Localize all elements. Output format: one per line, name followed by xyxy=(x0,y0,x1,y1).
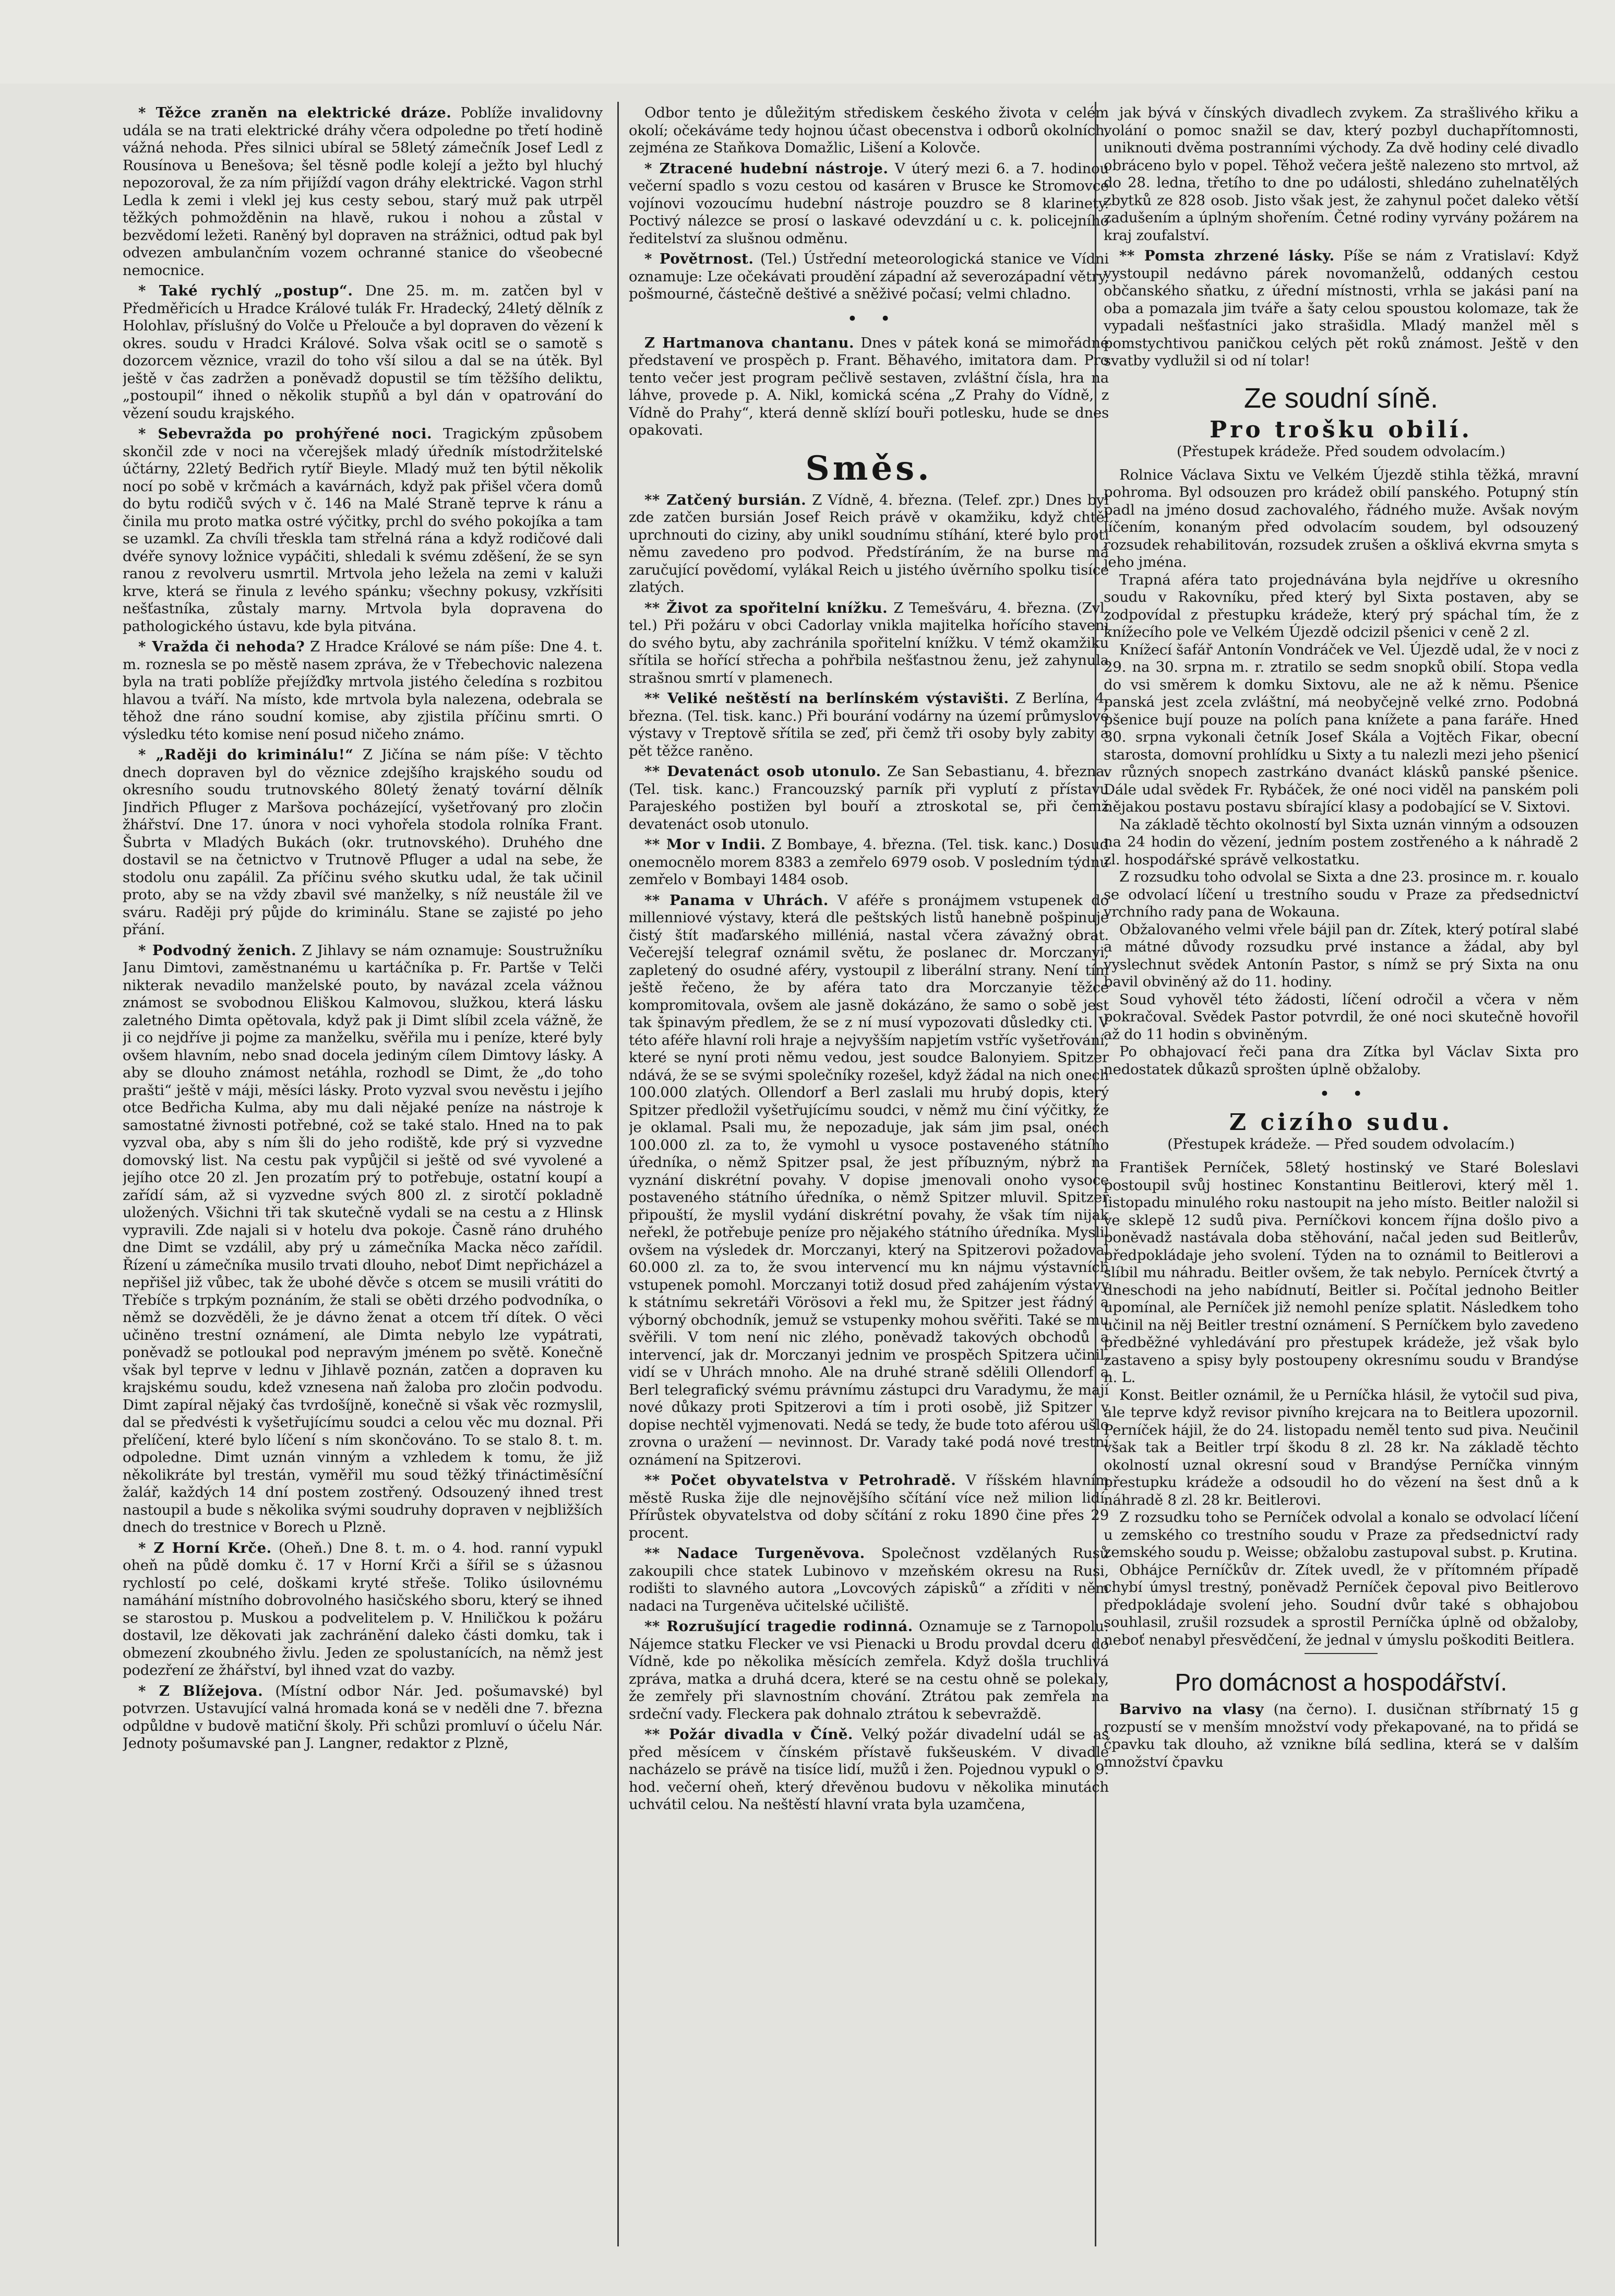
article xyxy=(629,1545,1109,1615)
column-3 xyxy=(1104,104,1578,2249)
article-headline: * Sebevražda po prohýřené noci. xyxy=(138,425,433,442)
section-heading-household: Pro domácnost a hospodářství. xyxy=(1175,1669,1508,1696)
article xyxy=(629,600,1109,687)
article-body: Odbor tento je důležitým střediskem českého života v celém okolí; očekáváme tedy hojnou účast obecenstva i odborů okolních, zejména ze Staňkova Domažlic, Lišení a Kolovče. xyxy=(629,104,1109,156)
article-body: Dne 25. m. m. zatčen byl v Předměřicích u Hradce Králové tulák Fr. Hradecký, 24letý dělník z Holohlav, příslušný do Volče u Přelouče a byl dopraven do vězení k okres. soudu v Hradci Králové. Solva však ocitl se o samotě s dozorcem věznice, vrazil do toho vší silou a dal se na útěk. Byl ještě v čas zadržen a poněvadž dopustil se tím těžšího deliktu, „postoupil“ ihned o několik stupňů a byl dán v opatrování do vězení soudu krajského. xyxy=(123,282,603,422)
article-headline: ** Život za spořitelní knížku. xyxy=(644,599,888,616)
article xyxy=(629,104,1109,157)
article xyxy=(629,1472,1109,1542)
article-headline: * Těžce zraněn na elektrické dráze. xyxy=(138,104,452,121)
paragraph: Z rozsudku toho se Perníček odvolal a konalo se odvolací líčení u zemského co trestního soudu v Praze za předsednictví rady zemského soudu p. Weisse; obžalobu zastupoval subst. p. Krutina. xyxy=(1104,1509,1578,1561)
page-top-margin xyxy=(0,0,1615,84)
article-headline: ** Zatčený bursián. xyxy=(644,491,807,508)
article-subtitle: (Přestupek krádeže. Před soudem odvolacím.) xyxy=(1176,443,1505,460)
article-body: Společnost vzdělaných Rusů zakoupili chce statek Lubinovo v mzeňském okresu na Rusi, rodišti to slavného autora „Lovcových zápisků“ a zříditi v něm nadaci na Turgeněva učitelské učiliště. xyxy=(629,1545,1109,1614)
article xyxy=(629,836,1109,889)
article-body: V úterý mezi 6. a 7. hodinou večerní spadlo s vozu cestou od kasáren v Brusce ke Stromovce vojínovi vozoucímu hudební nástroje pouzdro se 8 klarinety. Poctivý nálezce se prosí o laskavé odevzdání u c. k. policejního ředitelství za slušnou odměnu. xyxy=(629,160,1109,247)
article-body: Z Berlína, 4. března. (Tel. tisk. kanc.) Při bourání vodárny na území průmyslové výstavy v Treptově sřítila se zeď, při čemž tři osoby byly zabity a pět těžce raněno. xyxy=(629,690,1109,759)
column-divider xyxy=(617,102,619,2246)
article-headline: ** Veliké neštěstí na berlínském výstavišti. xyxy=(644,690,1009,707)
article xyxy=(123,942,603,1537)
article xyxy=(123,425,603,635)
article xyxy=(629,492,1109,597)
article-headline: * Vražda či nehoda? xyxy=(138,638,305,655)
article-body: (Místní odbor Nár. Jed. pošumavské) byl potvrzen. Ustavující valná hromada koná se v neděli dne 7. března odpůldne v budově matiční školy. Při schůzi promluví o účelu Nár. Jednoty pošumavské pan J. Langner, redaktor z Plzně, xyxy=(123,1682,603,1752)
article-headline: ** Panama v Uhrách. xyxy=(644,891,829,909)
paragraph: Soud vyhověl této žádosti, líčení odročil a včera v něm pokračoval. Svědek Pastor potvrdil, že oné noci skutečně hovořil až do 11 hodin s obviněným. xyxy=(1104,991,1578,1043)
article-body: Ze San Sebastianu, 4. března. (Tel. tisk. kanc.) Francouzský parník při vyplutí z přístavu Parajeského postižen byl bouří a ztroskotal se, při čemž devatenáct osob utonulo. xyxy=(629,763,1109,832)
article-body: Tragickým způsobem skončil zde v noci na včerejšek mladý úředník místodržitelské účtárny, 22letý Bedřich rytíř Bieyle. Mladý muž ten býtil několik nocí po sobě v krčmách a kavárnách, když pak přišel včera domů do bytu rodičů svých v č. 146 na Malé Straně teprve k ránu a činila mu proto matka ostré výčitky, prchl do svého pokojíka a tam se uzamkl. Za chvíli třeskla tam střelná rána a když rodičové dali dvéře synovy ložnice vypáčiti, shledali k svému zděšení, že se syn ranou z revolveru usmrtil. Mrtvola jeho ležela na zemi v kaluži krve, která se řinula z levého spánku; všechny pokusy, vzkřísiti nešťastníka, zůstaly marny. Mrtvola byla dopravena do pathologického ústavu, kde byla pitvána. xyxy=(123,425,603,635)
article-body: Dnes v pátek koná se mimořádné představení ve prospěch p. Frant. Běhavého, imitatora dam. Pro tento večer jest program pečlivě sestaven, zvláštní čísla, hra na láhve, provede p. A. Nikl, komická scéna „Z Prahy do Vídně, z Vídně do Prahy“, která denně sklízí bouři potlesku, hude se dnes opakovati. xyxy=(629,334,1109,438)
article-body: Z Jihlavy se nám oznamuje: Soustružníku Janu Dimtovi, zaměstnanému u kartáčníka p. Fr. Partše v Telči nikterak nevadilo manželské pouto, by navázal zcela vážnou známost se svobodnou Eliškou Kalmovou, služkou, která lásku zaletného Dimta opětovala, když pak ji Dimt slíbil zcela vážně, že ji co nejdříve ji pojme za manželku, svěřila mu i peníze, které byly ovšem hlavním, nebo snad docela jediným cílem Dimtovy lásky. A aby se dlouho známost netáhla, rozhodl se Dimt, že „do toho prašti“ ještě v máji, měsíci lásky. Proto vyzval svou nevěstu i jejího otce Bedřicha Kulma, aby mu dali nějaké peníze na nástroje k samostatné živnosti potřebné, což se také stalo. Hned na to pak vyzval oba, aby s ním šli do jeho rodiště, kde prý si vyzvedne domovský list. Na cestu pak vypůjčil si ještě od své vyvolené a jejího otce 20 zl. Jen prozatím prý to potřebuje, ostatní koupí a zařídí sám, až si vyzvedne svých 800 zl. z sirotčí pokladně uložených. Všichni tři tak skutečně vydali se na cestu a z Hlinsk vypravili. Zde najali si v hotelu dva pokoje. Časně ráno druhého dne Dimt se vzdálil, aby prý u zámečníka Macka něco zařídil. Řízení u zámečníka musilo trvati dlouho, neboť Dimt nepřicházel a nepřišel již vůbec, tak že ubohé děvče s otcem se musili vrátiti do Třebíče s trpkým poznáním, že stali se oběti drzého podvodníka, o němž se dozvěděli, že je dávno ženat a otcem tří dítek. O věci učiněno trestní oznámení, ale Dimta nebylo lze vypátrati, poněvadž se potloukal pod nepravým jménem po světě. Konečně však byl teprve v lednu v Jihlavě poznán, zatčen a dopraven ku krajskému soudu, kdež vznesena naň žaloba pro zločin podvodu. Dimt zapíral nějaký čas tvrdošíjně, konečně si však věc rozmyslil, dal se předvésti k vyšetřujícímu soudci a celou věc mu doznal. Při přelíčení, které bylo líčení s ním skončováno. To se stalo 8. t. m. odpoledne. Dimt uznán vinným a vzhledem k tomu, že již několikráte byl trestán, vyměřil mu soud těžký třináctiměsíční žalář, každých 14 dní postem zostřený. Odsouzený ihned trest nastoupil a bude s několika svými soudruhy dopraven v nejbližších dnech do trestnice v Borech u Plzně. xyxy=(123,942,603,1536)
article-body: (Oheň.) Dne 8. t. m. o 4. hod. ranní vypukl oheň na půdě domku č. 17 v Horní Krči a šířil se s úžasnou rychlostí po celé, doškami kryté střeše. Toliko úsilovnému namáhání místního dobrovolného hasičského sboru, který se ihned se starostou p. Muskou a podvelitelem p. V. Hniličkou k požáru dostavil, lze děkovati jak zachránění daleko části domku, tak i obmezení zkoubného živlu. Jeden ze spolustanících, na němž jest podezření ze žhářství, byl ihned vzat do vazby. xyxy=(123,1539,603,1679)
article-headline: * „Raději do kriminálu!“ xyxy=(138,746,354,763)
article xyxy=(629,690,1109,760)
article-body: Poblíže invalidovny udála se na trati elektrické dráhy včera odpoledne po třetí hodině vážná nehoda. Přes silnici ubíral se 58letý zámečník Josef Ledl z Rousínova u Benešova; šel těsně podle kolejí a ježto byl hluchý nepozoroval, že za ním přijíždí vagon dráhy elektrické. Vagon strhl Ledla k zemi i vlekl jej kus cesty sebou, starý muž pak utrpěl těžkých pohmožděnin na hlavě, rukou i nohou a zůstal v bezvědomí ležeti. Raněný byl dopraven na strážnici, odtud pak byl odvezen ambulančním vozem ochranné stanice do všeobecné nemocnice. xyxy=(123,104,603,279)
article xyxy=(1104,1701,1578,1771)
article-body: Velký požár divadelní udál se as před měsícem v čínském přístavě fukšeuském. V divadle nacházelo se právě na tisíce lidí, mužů i žen. Pojednou vypukl o 9. hod. večerní oheň, který dřevěnou budovu v několika minutách uchvátil celou. Na neštěstí hlavní vrata byla uzamčena, xyxy=(629,1726,1109,1813)
article-headline: ** Požár divadla v Číně. xyxy=(644,1726,853,1743)
paragraph: Konst. Beitler oznámil, že u Perníčka hlásil, že vytočil sud piva, ale teprve když revisor pivního krejcara na to Beitlera upozornil. Perníček hájil, že do 24. listopadu neměl tento sud piva. Neučinil však tak a Beitler trpí škodu 8 zl. 28 kr. Na základě těchto okolností uznal okresní soud v Brandýse Perníčka vinným přestupku krádeže a odsoudil ho do vězení na šest dnů a k náhradě 8 zl. 28 kr. Beitlerovi. xyxy=(1104,1386,1578,1508)
article xyxy=(629,251,1109,303)
article-headline: ** Mor v Indii. xyxy=(644,836,766,853)
article-headline: Barvivo na vlasy xyxy=(1119,1701,1264,1718)
paragraph: Obhájce Perníčkův dr. Zítek uvedl, že v přítomném případě chybí úmysl trestný, poněvadž Perníček čepoval pivo Beitlerovo předpokládaje svolení jeho. Soudní dvůr také s obhajobou souhlasil, zrušil rozsudek a sprostil Perníčka úplně od obžaloby, neboť nenabyl přesvědčení, že jednal v úmyslu poškoditi Beitlera. xyxy=(1104,1561,1578,1648)
paragraph: Po obhajovací řeči pana dra Zítka byl Václav Sixta pro nedostatek důkazů sprošten úplně obžaloby. xyxy=(1104,1043,1578,1078)
article-headline: ** Rozrušující tragedie rodinná. xyxy=(644,1618,913,1635)
section-heading-smes: Směs. xyxy=(805,448,932,488)
column-2 xyxy=(629,104,1109,2249)
article-body: V říšském hlavním městě Ruska žije dle nejnovějšího sčítání více než milion lidí. Přírůstek obyvatelstva od doby sčítání z roku 1890 čine přes 29 procent. xyxy=(629,1472,1109,1541)
article xyxy=(1104,1159,1578,1649)
article-headline: ** Pomsta zhrzené lásky. xyxy=(1119,247,1335,264)
paragraph: František Perníček, 58letý hostinský ve Staré Boleslavi postoupil svůj hostinec Konstantinu Beitlerovi, který měl 1. listopadu minulého roku nastoupit na jeho místo. Beitler naložil si ve sklepě 12 sudů piva. Perníčkovi koncem října došlo pivo a poněvadž nastávala doba stěhování, načal jeden sud Beitlerův, předpokládaje jeho svolení. Týden na to oznámil to Beitlerovi a slíbil mu náhradu. Beitler ovšem, že tak nebylo. Pernícek čtvrtý a dneschodi na jeho nabídnutí, Beitler si. Počítal jednoho Beitler upomínal, ale Perníček již nemohl peníze splatit. Následkem toho učinil na něj Beitler trestní oznámení. S Perníčkem bylo zavedeno předběžné vyhledávání pro přestupek krádeže, jež však bylo zastaveno a spisy byly postoupeny okresnímu soudu v Brandýse n. L. xyxy=(1104,1159,1578,1386)
article xyxy=(123,104,603,279)
paragraph: Knížecí šafář Antonín Vondráček ve Vel. Újezdě udal, že v noci z 29. na 30. srpna m. r. ztratilo se sedm snopků obilí. Stopa vedla do vsi směrem k domku Sixtovu, ale ne až k němu. Pšenice panská jest zcela zvláštní, má neobyčejně velké zrno. Podobná pšenice bují pouze na polích pana knížete a pana faráře. Hned 30. srpna vykonali četník Josef Skála a Vojtěch Fikar, obecní starosta, domovní prohlídku u Sixty a tu nalezli mezi jeho pšenicí v různých snopech zastrkáno dvanáct klásků panské pšenice. Dále udal svědek Fr. Rybáček, že oné noci viděl na panském poli nějakou postavu postavu sbírající klasy a podobající se V. Sixtovi. xyxy=(1104,641,1578,815)
article xyxy=(123,1540,603,1680)
article-body: Oznamuje se z Tarnopolu: Nájemce statku Flecker ve vsi Pienacki u Brodu provdal dceru do Vídně, kde po několika měsících zemřela. Když došla truchlivá zpráva, matka a druhá dcera, které se na cestu ohně se polekaly, že zemřely při slavnostním chování. Ztrátou pak zemřela na srdeční vady. Fleckera pak dohnalo ztrátou k sebevraždě. xyxy=(629,1618,1109,1722)
paragraph: Obžalovaného velmi vřele bájil pan dr. Zítek, který potíral slabé a mátné důvody rozsudku prvé instance a žádal, aby byl vyslechnut svědek Antonín Pastor, s nímž se prý Sixta na onu bavil obviněný až do 11. hodiny. xyxy=(1104,921,1578,990)
paragraph: Trapná aféra tato projednávána byla nejdříve u okresního soudu v Rakovníku, před který byl Sixta postaven, aby se zodpovídal z přestupku krádeže, který prý spáchal tím, že z knížecího pole ve Velkém Újezdě odcizil pšenici v ceně 2 zl. xyxy=(1104,571,1578,640)
paragraph: Rolnice Václava Sixtu ve Velkém Újezdě stihla těžká, mravní pohroma. Byl odsouzen pro krádež obilí panského. Potupný stín padl na jméno dosud zachovalého, řádného muže. Avšak novým líčením, konaným před odvolacím soudem, byl odsouzený rozsudek rehabilitován, rozsudek zrušen a ošklivá ekvrna smyta s jeho jména. xyxy=(1104,466,1578,570)
article-headline: * Ztracené hudební nástroje. xyxy=(644,160,889,177)
article-body: (na černo). I. dusičnan stříbrnatý 15 g rozpustí se v menším množství vody překapované, na to přidá se čpavku tak dlouho, až vznikne bílá sedlina, která se v dalším množství čpavku xyxy=(1104,1701,1578,1770)
article xyxy=(123,282,603,422)
article xyxy=(629,1618,1109,1723)
article xyxy=(1104,467,1578,1079)
article xyxy=(123,746,603,939)
article-headline: ** Počet obyvatelstva v Petrohradě. xyxy=(644,1472,956,1489)
article-body: Z Jičína se nám píše: V těchto dnech dopraven byl do věznice zdejšího krajského soudu od okresního soudu trutnovského 80letý ženatý tovární dělník Jindřich Pfluger z Maršova pocházející, vyšetřovaný pro zločin žhářství. Dne 17. února v noci vyhořela stodola rolníka Frant. Šubrta v Mladých Bukách (okr. trutnovského). Druhého dne dostavil se na četnictvo v Trutnově Pfluger a udal na sebe, že stodolu onu zapálil. Za příčinu svého skutku udal, že tak učinil proto, aby se na vždy zbavil své manželky, s níž neustále žil ve sváru. Raději prý půjde do kriminálu. Stane se zajisté po jeho přání. xyxy=(123,746,603,938)
article xyxy=(629,763,1109,833)
article-headline: Z Hartmanova chantanu. xyxy=(644,334,855,351)
article-headline: ** Nadace Turgeněvova. xyxy=(644,1545,865,1562)
article-body: (Tel.) Ústřední meteorologická stanice ve Vídni oznamuje: Lze očekávati proudění západní až severozápadní větry, pošmourné, částečně deštivé a sněživé počasí; velmi chladno. xyxy=(629,251,1109,302)
article-body: V aféře s pronájmem vstupenek do millenniové výstavy, která dle peštských listů hanebně pošpinuje čistý štít maďarského milléniá, nastal včera závažný obrat. Večerejší telegraf oznámil světu, že poslanec dr. Morczanyi, zapletený do osudné aféry, vystoupil z liberální strany. Není tím ještě řečeno, že by aféra tato dra Morczanyie těžce kompromitovala, ovšem ale jasně dokázáno, že samo o sobě jest tak špinavým předlem, že se z ní musí vypozovati důsledky cti. V této aféře hlavní roli hraje a nejvyšším napjetím vstříc vyšetřování, které se nyní proti němu vedou, jest soudce Balonyiem. Spitzer ndává, že se se svými společníky rozešel, když žádal na nich onech 100.000 zlatých. Ollendorf a Berl zaslali mu hrubý dopis, který Spitzer předložil vyšetřujícímu soudci, v němž mu činí výčitky, že je oklamal. Psali mu, že nepozaduje, jak sám jim psal, onéch 100.000 zl. za to, že vymohl u vysoce postaveného státního úředníka, o němž Spitzer psal, že jest příbuzným, nýbrž na vyznání diskrétní povahy. V dopise jmenovali onoho vysoce postaveného státního úředníka, o němž Spitzer mluvil. Spitzer připouští, že myslil vydání diskrétní povahy, že však tím nijak neřekl, že potřebuje peníze pro nějakého státního úředníka. Myslil ovšem na výsledek dr. Morczanyi, který na Spitzerovi požadoval 60.000 zl. za to, že svou intervencí mu kn nájmu výstavních vstupenek pomohl. Morczanyi totiž dosud před zahájením výstavy k státnímu sekretáři Vörösovi a řekl mu, že Spitzer jest řádný a výborný obchodník, jemuž se vstupenky mohou svěřiti. Také se mu svěřili. V tom není nic zlého, poněvadž takových obchodů a intervencí, jak dr. Morczanyi jednim ve prospěch Spitzera učinil, vidí se v Uhrách mnoho. Ale na druhé straně sdělili Ollendorf a Berl telegrafický svému právnímu zástupci dru Varadymu, že mají nové důkazy proti Spitzerovi a tím i proti osobě, již Spitzer v dopise nechtěl vyjmenovati. Nedá se tedy, že bude toto aférou ušlo zrovna o uražení — nevinnost. Dr. Varady také podá nové trestní oznámení na Spitzerovi. xyxy=(629,891,1109,1468)
article-subtitle: (Přestupek krádeže. — Před soudem odvolacím.) xyxy=(1167,1136,1515,1152)
section-heading-court: Ze soudní síně. xyxy=(1243,382,1439,414)
paragraph: Z rozsudku toho odvolal se Sixta a dne 23. prosince m. r. koualo se odvolací líčení u trestního soudu v Praze za předsednictví vrchního rady pana de Wokauna. xyxy=(1104,869,1578,920)
article xyxy=(1104,104,1578,244)
article xyxy=(629,160,1109,248)
article-headline: * Z Blížejova. xyxy=(138,1682,264,1699)
article-headline: * Podvodný ženich. xyxy=(138,942,297,959)
separator-dots: • • xyxy=(1319,1084,1363,1104)
article-headline: ** Devatenáct osob utonulo. xyxy=(644,763,881,780)
article xyxy=(629,892,1109,1469)
article xyxy=(1104,247,1578,370)
paragraph: Na základě těchto okolností byl Sixta uznán vinným a odsouzen na 24 hodin do vězení, jedním postem zostřeného a k náhradě 2 zl. hospodářské správě velkostatku. xyxy=(1104,816,1578,868)
article-headline: * Také rychlý „postup“. xyxy=(138,282,353,299)
column-1 xyxy=(123,104,603,2249)
article-body: jak bývá v čínských divadlech zvykem. Za strašlivého křiku a volání o pomoc snažil se dav, který pozbyl duchapřítomnosti, uniknouti dvěma postranními východy. Za dvě hodiny celé divadlo obráceno bylo v popel. Těhož večera ještě nalezeno sto mrtvol, až do 28. ledna, třetího to dne po události, shledáno zuhelnatělých zbytků ze 828 osob. Jisto však jest, že zahynul počet daleko větší zadušením a úplným shořením. Četné rodiny vyrvány požárem na kraj zoufalství. xyxy=(1104,104,1578,244)
article xyxy=(123,1683,603,1753)
article xyxy=(629,1726,1109,1814)
divider xyxy=(1305,1653,1378,1654)
article-title: Pro trošku obilí. xyxy=(1210,416,1473,443)
article-body: Z Temešváru, 4. března. (Zvl. tel.) Při požáru v obci Cadorlay vnikla majitelka hořícího stavení do svého bytu, aby zachránila spořitelní knížku. V témž okamžiku sřítila se hořící střecha a pohřbila nešťastnou ženu, jež zahynula strašnou smrtí v plamenech. xyxy=(629,599,1109,686)
article-body: Z Vídně, 4. března. (Telef. zpr.) Dnes byl zde zatčen bursián Josef Reich právě v okamžiku, když chtěl uprchnouti do ciziny, aby unikl soudnímu stíhání, které bylo proti němu zavedeno pro podvod. Předstíráním, že na burse má zaručující povědomí, vylákal Reich u jistého úvěrního spolku tisíce zlatých. xyxy=(629,491,1109,596)
article xyxy=(123,638,603,743)
article xyxy=(629,335,1109,439)
separator-dots: • • xyxy=(847,308,891,329)
article-body: Píše se nám z Vratislaví: Když vystoupil nedávno párek novomanželů, oddaných cestou občanského sňatku, z úřední místnosti, vrhla se jakási paní na oba a pomazala jim tváře a šaty celou spoustou kolomaze, tak že vypadali nešťastníci jako strašidla. Mladý manžel měl s pomstychtivou paničkou celých pět roků známost. Ještě v den svatby vydlužil si od ní tolar! xyxy=(1104,247,1578,369)
article-headline: * Povětrnost. xyxy=(644,251,754,267)
article-headline: * Z Horní Krče. xyxy=(138,1539,272,1556)
article-title: Z cizího sudu. xyxy=(1229,1109,1453,1136)
article-body: Z Bombaye, 4. března. (Tel. tisk. kanc.) Dosud onemocnělo morem 8383 a zemřelo 6979 osob. V posledním týdnu zemřelo v Bombayi 1484 osob. xyxy=(629,836,1109,888)
article-body: Z Hradce Králové se nám píše: Dne 4. t. m. roznesla se po městě nasem zpráva, že v Třebechovic nalezena byla na trati poblíže přejížďky mrtvola jistého čeledína s rozbitou hlavou a tváří. Na místo, kde mrtvola byla nalezena, odebrala se těhož dne ráno soudní komise, aby zjistila příčinu smrti. O výsledku této komise není posud ničeho známo. xyxy=(123,638,603,743)
